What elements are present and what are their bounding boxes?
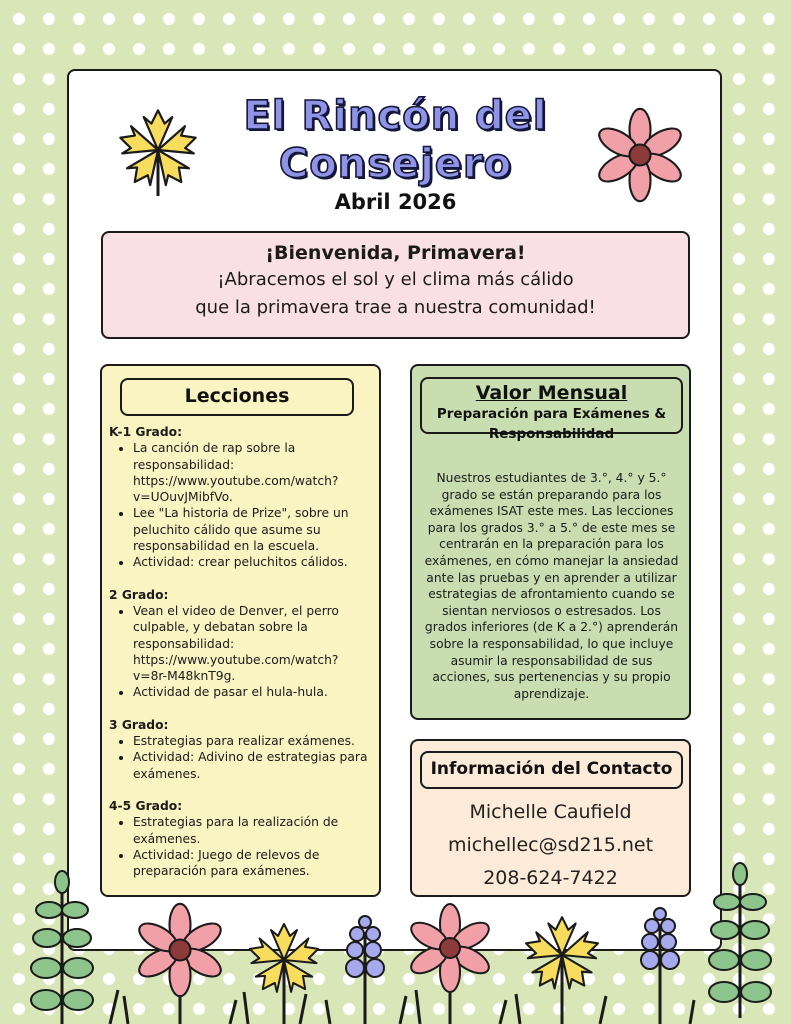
pink-flower-icon	[595, 109, 686, 201]
yellow-flower-icon	[246, 924, 323, 1024]
grade-heading: 2 Grado:	[109, 587, 169, 602]
list-item: • Estrategias para realizar exámenes.	[133, 733, 371, 749]
grass-blades-icon	[110, 990, 694, 1024]
blue-flower-icon	[346, 916, 384, 1024]
monthly-value-title: Valor Mensual	[475, 382, 628, 404]
list-item: • La canción de rap sobre la responsabilidad: https://www.youtube.com/watch?v=UOuvJMibfVo.	[133, 440, 371, 505]
grade-heading: K-1 Grado:	[109, 425, 183, 439]
yellow-flower-icon	[522, 917, 602, 1024]
yellow-flower-icon	[116, 110, 200, 196]
contact-email[interactable]: michellec@sd215.net	[447, 834, 654, 856]
blue-flower-icon	[641, 908, 679, 1024]
green-leaf-stem-icon	[709, 863, 771, 1018]
welcome-line2: que la primavera trae a nuestra comunidad!	[195, 297, 596, 318]
list-item: • Actividad: Juego de relevos de preparación para exámenes.	[133, 847, 371, 880]
welcome-title: ¡Bienvenida, Primavera!	[265, 242, 526, 264]
contact-phone[interactable]: 208-624-7422	[483, 867, 618, 889]
green-leaf-stem-icon	[31, 871, 93, 1024]
list-item: • Actividad: Adivino de estrategias para exámenes.	[133, 749, 371, 782]
newsletter-date: Abril 2026	[334, 190, 457, 214]
monthly-value-body: Nuestros estudiantes de 3.°, 4.° y 5.° grado se están preparando para los exámenes ISAT este mes. Las lecciones para los grados 3.° a 5.° de este mes se centrarán en la preparación para los exámenes, en cómo manejar la ansiedad ante las pruebas y en aprender a utilizar estrategias de afrontamiento cuando se sientan nerviosos o estresados. Los grados inferiores (de K a 2.°) aprenderán sobre la responsabilidad, lo que incluye asumir la responsabilidad de sus acciones, sus pertenencias y su propio aprendizaje.	[424, 471, 679, 701]
list-item: • Lee "La historia de Prize", sobre un peluchito cálido que asume su responsabilidad en la escuela.	[133, 505, 371, 554]
lessons-title: Lecciones	[120, 378, 354, 416]
grade-heading: 3 Grado:	[109, 717, 169, 732]
newsletter-title-line2: Consejero	[278, 141, 513, 187]
newsletter-title-line1: El Rincón del	[243, 93, 548, 139]
welcome-line1: ¡Abracemos el sol y el clima más cálido	[217, 269, 574, 290]
list-item: • Estrategias para la realización de exámenes.	[133, 814, 371, 847]
pink-flower-icon	[407, 904, 493, 1024]
pink-flower-icon	[135, 904, 226, 1024]
grade-heading: 4-5 Grado:	[109, 798, 183, 813]
contact-title: Información del Contacto	[420, 751, 683, 789]
list-item: • Vean el video de Denver, el perro culpable, y debatan sobre la responsabilidad: https://www.youtube.com/watch?v=8r-M48knT9g.	[133, 603, 371, 684]
contact-name: Michelle Caufield	[469, 801, 632, 823]
list-item: • Actividad de pasar el hula-hula.	[133, 684, 371, 700]
list-item: • Actividad: crear peluchitos cálidos.	[133, 554, 371, 570]
monthly-value-subtitle-line1: Preparación para Exámenes &	[436, 406, 667, 422]
monthly-value-subtitle-line2: Responsabilidad	[488, 426, 615, 442]
